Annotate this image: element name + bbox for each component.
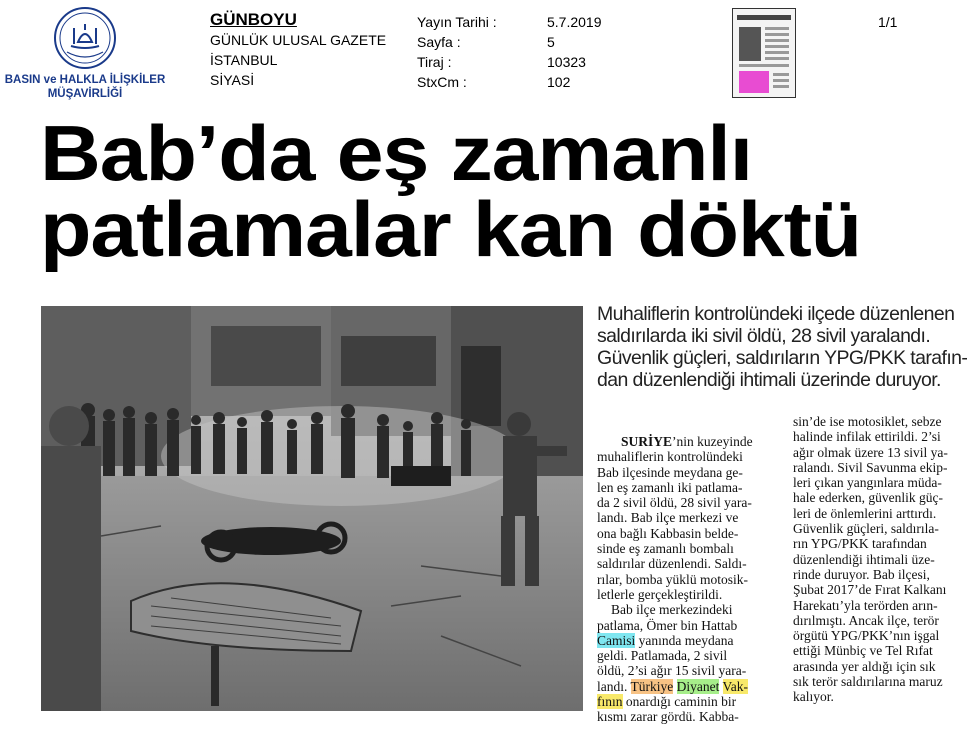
thumb-headline-bar — [737, 15, 791, 20]
thumb-photo — [739, 27, 761, 61]
meta-row-page — [417, 32, 627, 52]
subhead-line: saldırılarda iki sivil öldü, 28 sivil yaralandı. — [597, 325, 931, 347]
body-line: leri de önlemlerini arttırdı. — [793, 505, 937, 521]
meta-label: StxCm : — [417, 74, 467, 90]
body-text: ’nin kuzeyinde — [672, 434, 753, 449]
thumb-text-line — [765, 45, 789, 48]
body-line: muhaliflerin kontrolündeki — [597, 449, 743, 465]
article-column-2 — [793, 414, 971, 705]
body-line: da 2 sivil öldü, 28 sivil yara- — [597, 495, 752, 511]
thumb-text-line — [773, 79, 789, 82]
highlight-camisi: Camisi — [597, 632, 636, 648]
meta-label: Sayfa : — [417, 34, 461, 50]
body-line: sin’de ise motosiklet, sebze — [793, 414, 942, 429]
body-line — [597, 679, 775, 694]
body-line: rın YPG/PKK tarafından — [793, 536, 927, 552]
body-line: hale ederken, güvenlik güç- — [793, 490, 943, 506]
publication-city: İSTANBUL — [210, 52, 278, 68]
body-line: düzenlendiği ihtimali üze- — [793, 551, 935, 567]
body-text: onardığı caminin bir — [622, 694, 737, 710]
body-line — [597, 434, 775, 449]
body-line: Harekatı’yla terörden arın- — [793, 597, 938, 613]
body-line: rinde duruyor. Bab ilçesi, — [793, 566, 930, 582]
body-line: ona bağlı Kabbasin belde- — [597, 525, 739, 541]
meta-label: Tiraj : — [417, 54, 452, 70]
thumb-text-line — [765, 39, 789, 42]
highlight-turkiye: Türkiye — [630, 678, 674, 694]
diyanet-emblem-icon — [53, 6, 117, 70]
body-line: ralandı. Sivil Savunma ekip- — [793, 459, 948, 475]
highlight-diyanet: Diyanet — [676, 678, 720, 694]
meta-value: 5.7.2019 — [547, 14, 602, 30]
body-line: sık terör saldırılarına maruz — [793, 674, 943, 690]
body-line: ettiği Münbiç ve Tel Rıfat — [793, 643, 933, 659]
article-column-1 — [597, 434, 775, 725]
thumb-text-line — [739, 64, 789, 67]
publication-type: GÜNLÜK ULUSAL GAZETE — [210, 32, 387, 48]
body-line: leri çıkan yangınlara müda- — [793, 475, 942, 491]
thumb-text-line — [765, 27, 789, 30]
thumb-article-highlight — [739, 71, 769, 93]
body-line — [597, 694, 775, 709]
body-line: kısmı zarar gördü. Kabba- — [597, 709, 739, 725]
body-line: örgütü YPG/PKK’nın işgal — [793, 628, 940, 644]
body-line: Güvenlik güçleri, saldırıla- — [793, 521, 939, 537]
body-line: sinde eş zamanlı bombalı — [597, 541, 734, 557]
article-subheadline — [597, 303, 975, 391]
body-line — [597, 633, 775, 648]
org-logo-block — [0, 6, 170, 100]
meta-table — [417, 12, 627, 92]
highlight-vak: Vak- — [722, 678, 749, 694]
body-line: ağır olmak üzere 13 sivil ya- — [793, 444, 948, 460]
article-headline — [40, 109, 975, 273]
body-text: landı. — [597, 678, 631, 694]
meta-row-date — [417, 12, 627, 32]
publication-name: GÜNBOYU — [210, 10, 297, 29]
article-photo — [41, 306, 583, 711]
subhead-line: dan düzenlendiği ihtimali üzerinde duruyor. — [597, 369, 941, 391]
body-line: Bab ilçesinde meydana ge- — [597, 464, 743, 480]
subhead-line: Muhaliflerin kontrolündeki ilçede düzenlenen — [597, 303, 955, 325]
thumb-text-line — [765, 33, 789, 36]
body-text: yanında meydana — [635, 632, 734, 648]
body-line: saldırılar düzenlendi. Saldı- — [597, 556, 747, 572]
org-name-line2: MÜŞAVİRLİĞİ — [47, 88, 123, 100]
body-line: halinde infilak ettirildi. 2’si — [793, 429, 941, 445]
meta-value: 102 — [547, 74, 571, 90]
body-line: rılar, bomba yüklü motosik- — [597, 571, 748, 587]
subhead-line: Güvenlik güçleri, saldırıların YPG/PKK tarafın- — [597, 347, 968, 369]
body-line: arasında yer aldığı için sık — [793, 658, 936, 674]
highlight-fin: fının — [597, 694, 623, 710]
meta-row-stxcm — [417, 72, 627, 92]
thumb-text-line — [773, 85, 789, 88]
thumb-text-line — [773, 73, 789, 76]
publication-info — [210, 10, 415, 90]
meta-label: Yayın Tarihi : — [417, 14, 497, 30]
body-line: geldi. Patlamada, 2 sivil — [597, 648, 728, 664]
org-name-line1: BASIN ve HALKLA İLİŞKİLER — [4, 74, 166, 86]
headline-line-2: patlamalar kan döktü — [40, 185, 862, 273]
body-line: letlerle gerçekleştirildi. — [597, 586, 723, 602]
body-line: Bab ilçe merkezindeki — [611, 602, 733, 618]
page-count: 1/1 — [878, 14, 898, 30]
body-line: kalıyor. — [793, 689, 834, 705]
headline-line-1: Bab’da eş zamanlı — [40, 109, 753, 197]
body-line: öldü, 2’si ağır 15 sivil yara- — [597, 663, 747, 679]
body-line: Şubat 2017’de Fırat Kalkanı — [793, 582, 947, 598]
body-line: landı. Bab ilçe merkezi ve — [597, 510, 739, 526]
page-thumbnail[interactable] — [732, 8, 796, 98]
meta-value: 5 — [547, 34, 555, 50]
body-line: patlama, Ömer bin Hattab — [597, 617, 738, 633]
body-line: len eş zamanlı iki patlama- — [597, 479, 743, 495]
body-line: dırılmıştı. Ancak ilçe, terör — [793, 612, 939, 628]
meta-row-circulation — [417, 52, 627, 72]
street-scene-illustration — [41, 306, 583, 711]
meta-value: 10323 — [547, 54, 586, 70]
thumb-text-line — [765, 51, 789, 54]
publication-category: SİYASİ — [210, 72, 255, 88]
lead-word: SURİYE — [621, 434, 673, 449]
thumb-text-line — [765, 57, 789, 60]
